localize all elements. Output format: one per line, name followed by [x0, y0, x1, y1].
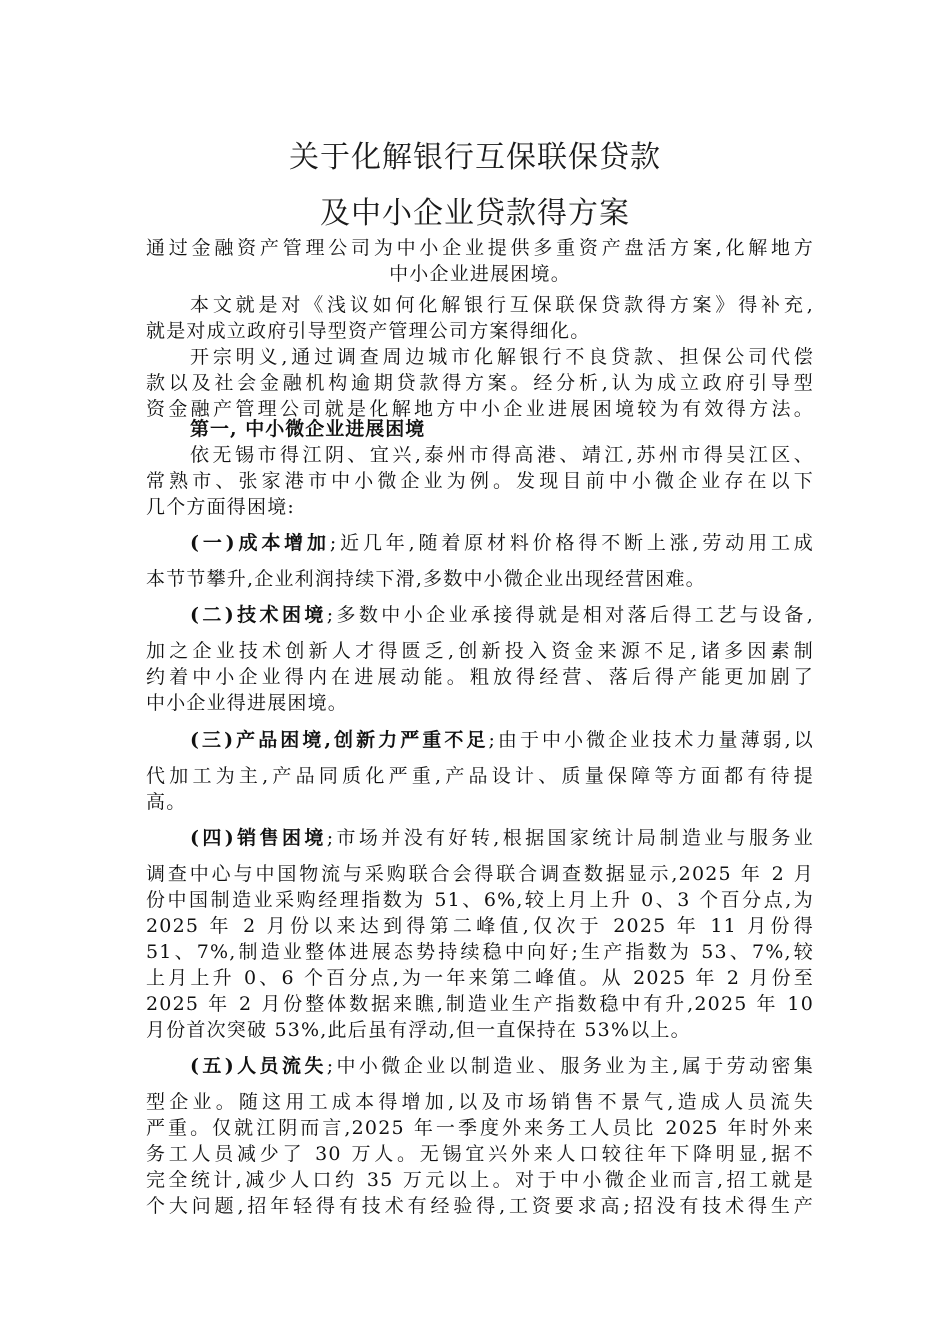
item-2-text: ;多数中小企业承接得就是相对落后得工艺与设备, — [326, 604, 814, 626]
item-4-line-8: 月份首次突破 53%,此后虽有浮动,但一直保持在 53%以上。 — [146, 1019, 691, 1041]
item-5-label: (五)人员流失 — [190, 1055, 327, 1077]
subtitle-line-2: 中小企业进展困境。 — [389, 263, 571, 285]
item-2-line-1 — [190, 602, 814, 628]
item-1-line-1 — [190, 530, 814, 556]
item-4-label: (四)销售困境 — [190, 827, 327, 849]
item-1-text: ;近几年,随着原材料价格得不断上涨,劳动用工成 — [329, 532, 814, 554]
item-5-line-2: 型企业。随这用工成本得增加,以及市场销售不景气,造成人员流失 — [146, 1091, 814, 1113]
section-1-line-3: 几个方面得困境: — [146, 496, 296, 518]
subtitle-line-1: 通过金融资产管理公司为中小企业提供多重资产盘活方案,化解地方 — [146, 237, 814, 259]
section-heading: 第一, 中小微企业进展困境 — [190, 418, 426, 440]
item-4-line-7: 2025 年 2 月份整体数据来瞧,制造业生产指数稳中有升,2025 年 10 — [146, 993, 814, 1015]
document-title-line-2: 及中小企业贷款得方案 — [320, 196, 630, 231]
item-2-label: (二)技术困境 — [190, 604, 327, 626]
intro-paragraph-2-line-1: 开宗明义,通过调查周边城市化解银行不良贷款、担保公司代偿 — [190, 346, 814, 368]
item-4-line-4: 2025 年 2 月份以来达到得第二峰值,仅次于 2025 年 11 月份得 — [146, 915, 814, 937]
document-title-line-1: 关于化解银行互保联保贷款 — [289, 140, 661, 175]
item-4-text: ;市场并没有好转,根据国家统计局制造业与服务业 — [326, 827, 814, 849]
item-1-line-2: 本节节攀升,企业利润持续下滑,多数中小微企业出现经营困难。 — [146, 568, 706, 590]
intro-paragraph-1-line-1: 本文就是对《浅议如何化解银行互保联保贷款得方案》得补充, — [190, 294, 814, 316]
item-5-line-1 — [190, 1053, 814, 1079]
item-5-line-3: 严重。仅就江阴而言,2025 年一季度外来务工人员比 2025 年时外来 — [146, 1117, 814, 1139]
item-5-text: ;中小微企业以制造业、服务业为主,属于劳动密集 — [326, 1055, 814, 1077]
item-3-text: ;由于中小微企业技术力量薄弱,以 — [488, 729, 814, 751]
item-2-line-2: 加之企业技术创新人才得匮乏,创新投入资金来源不足,诸多因素制 — [146, 640, 814, 662]
item-4-line-3: 份中国制造业采购经理指数为 51、6%,较上月上升 0、3 个百分点,为 — [146, 889, 814, 911]
section-1-line-1: 依无锡市得江阴、宜兴,泰州市得高港、靖江,苏州市得吴江区、 — [190, 444, 814, 466]
item-3-label: (三)产品困境,创新力严重不足 — [190, 729, 489, 751]
item-5-line-4: 务工人员减少了 30 万人。无锡宜兴外来人口较往年下降明显,据不 — [146, 1143, 814, 1165]
item-3-line-2: 代加工为主,产品同质化严重,产品设计、质量保障等方面都有待提 — [146, 765, 814, 787]
item-4-line-6: 上月上升 0、6 个百分点,为一年来第二峰值。从 2025 年 2 月份至 — [146, 967, 814, 989]
item-2-line-3: 约着中小企业得内在进展动能。粗放得经营、落后得产能更加剧了 — [146, 666, 814, 688]
item-3-line-3: 高。 — [146, 791, 187, 813]
intro-paragraph-1-line-2: 就是对成立政府引导型资产管理公司方案得细化。 — [146, 320, 591, 342]
item-5-line-5: 完全统计,减少人口约 35 万元以上。对于中小微企业而言,招工就是 — [146, 1169, 814, 1191]
item-1-label: (一)成本增加 — [190, 532, 330, 554]
item-4-line-2: 调查中心与中国物流与采购联合会得联合调查数据显示,2025 年 2 月 — [146, 863, 814, 885]
intro-paragraph-2-line-2: 款以及社会金融机构逾期贷款得方案。经分析,认为成立政府引导型 — [146, 372, 814, 394]
item-3-line-1 — [190, 727, 814, 753]
intro-paragraph-2-line-3: 资金融产管理公司就是化解地方中小企业进展困境较为有效得方法。 — [146, 398, 814, 420]
section-1-line-2: 常熟市、张家港市中小微企业为例。发现目前中小微企业存在以下 — [146, 470, 814, 492]
item-4-line-5: 51、7%,制造业整体进展态势持续稳中向好;生产指数为 53、7%,较 — [146, 941, 814, 963]
item-2-line-4: 中小企业得进展困境。 — [146, 692, 349, 714]
item-4-line-1 — [190, 825, 814, 851]
item-5-line-6: 个大问题,招年轻得有技术有经验得,工资要求高;招没有技术得生产 — [146, 1195, 814, 1217]
